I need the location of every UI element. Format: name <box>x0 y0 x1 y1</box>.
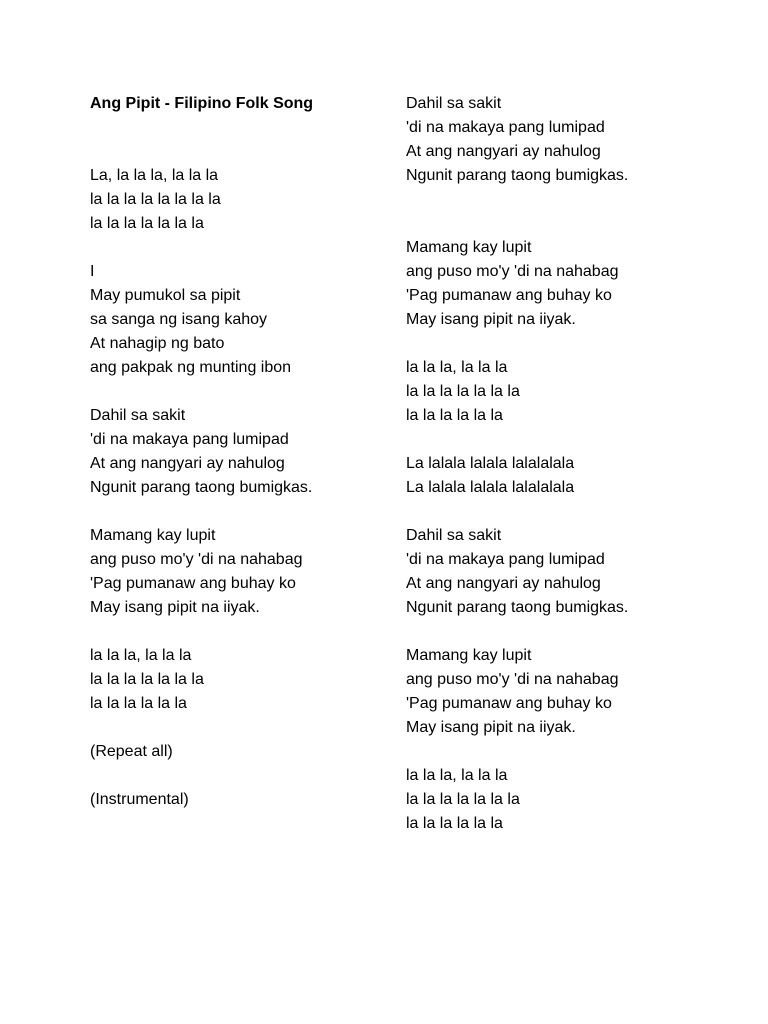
lyric-line: la la la, la la la <box>406 767 508 784</box>
lyric-line: Mamang kay lupit <box>406 647 532 664</box>
instrumental-note: (Instrumental) <box>90 791 189 808</box>
repeat-note: (Repeat all) <box>90 743 173 760</box>
lyric-line: La lalala lalala lalalalala <box>406 479 575 496</box>
lyric-line: 'Pag pumanaw ang buhay ko <box>406 287 612 304</box>
lyric-line: 'di na makaya pang lumipad <box>406 119 605 136</box>
lyric-line: ang puso mo'y 'di na nahabag <box>90 551 303 568</box>
verse1-stanza <box>90 284 420 380</box>
refrain-a-stanza <box>406 356 736 428</box>
refrain-b-stanza <box>406 764 736 836</box>
spacer <box>406 620 736 644</box>
lyric-line: 'Pag pumanaw ang buhay ko <box>90 575 296 592</box>
lyric-line: La, la la la, la la la <box>90 167 219 184</box>
spacer <box>406 188 736 236</box>
lyric-line: May isang pipit na iiyak. <box>406 719 576 736</box>
spacer <box>90 620 420 644</box>
spacer <box>406 428 736 452</box>
lyric-line: May isang pipit na iiyak. <box>406 311 576 328</box>
spacer <box>406 740 736 764</box>
spacer <box>90 116 420 164</box>
left-column <box>90 92 420 812</box>
refrain-stanza <box>90 644 420 716</box>
lyric-line: la la la la la la la la <box>90 191 221 208</box>
intro-stanza <box>90 164 420 236</box>
lyric-line: la la la la la la la <box>90 215 204 232</box>
lyric-line: Dahil sa sakit <box>406 95 502 112</box>
lyric-line: 'di na makaya pang lumipad <box>90 431 289 448</box>
lyric-line: la la la la la la <box>90 695 187 712</box>
spacer <box>406 332 736 356</box>
lyric-line: Dahil sa sakit <box>90 407 186 424</box>
lyric-line: Ngunit parang taong bumigkas. <box>406 599 629 616</box>
spacer <box>90 380 420 404</box>
lyric-line: ang pakpak ng munting ibon <box>90 359 292 376</box>
lyric-line: At nahagip ng bato <box>90 335 225 352</box>
chorus-a-stanza <box>406 92 736 188</box>
lyric-line: Mamang kay lupit <box>406 239 532 256</box>
lyric-line: la la la la la la <box>406 407 503 424</box>
lyric-line: la la la, la la la <box>406 359 508 376</box>
song-title: Ang Pipit - Filipino Folk Song <box>90 95 314 112</box>
lyric-line: At ang nangyari ay nahulog <box>406 143 601 160</box>
lyric-line: Ngunit parang taong bumigkas. <box>90 479 313 496</box>
lyric-line: la la la la la la la <box>406 383 520 400</box>
bridge-stanza <box>406 452 736 500</box>
lyric-line: Mamang kay lupit <box>90 527 216 544</box>
lyric-line: ang puso mo'y 'di na nahabag <box>406 671 619 688</box>
verse2-stanza <box>90 524 420 620</box>
spacer <box>90 716 420 740</box>
spacer <box>90 500 420 524</box>
chorus-b-stanza <box>406 524 736 620</box>
lyric-line: 'Pag pumanaw ang buhay ko <box>406 695 612 712</box>
lyric-line: sa sanga ng isang kahoy <box>90 311 268 328</box>
chorus1-stanza <box>90 404 420 500</box>
lyric-line: At ang nangyari ay nahulog <box>90 455 285 472</box>
lyric-line: la la la la la la la <box>406 791 520 808</box>
verse-marker: I <box>90 263 95 280</box>
spacer <box>406 500 736 524</box>
lyric-line: La lalala lalala lalalalala <box>406 455 575 472</box>
spacer <box>90 236 420 260</box>
lyric-line: May pumukol sa pipit <box>90 287 241 304</box>
lyric-line: la la la la la la <box>406 815 503 832</box>
lyric-line: May isang pipit na iiyak. <box>90 599 260 616</box>
lyric-line: At ang nangyari ay nahulog <box>406 575 601 592</box>
right-column <box>406 92 736 836</box>
verse-b-stanza <box>406 644 736 740</box>
lyric-line: la la la, la la la <box>90 647 192 664</box>
lyric-line: Ngunit parang taong bumigkas. <box>406 167 629 184</box>
verse-a-stanza <box>406 236 736 332</box>
lyric-line: Dahil sa sakit <box>406 527 502 544</box>
lyric-line: 'di na makaya pang lumipad <box>406 551 605 568</box>
lyric-line: ang puso mo'y 'di na nahabag <box>406 263 619 280</box>
lyric-line: la la la la la la la <box>90 671 204 688</box>
spacer <box>90 764 420 788</box>
